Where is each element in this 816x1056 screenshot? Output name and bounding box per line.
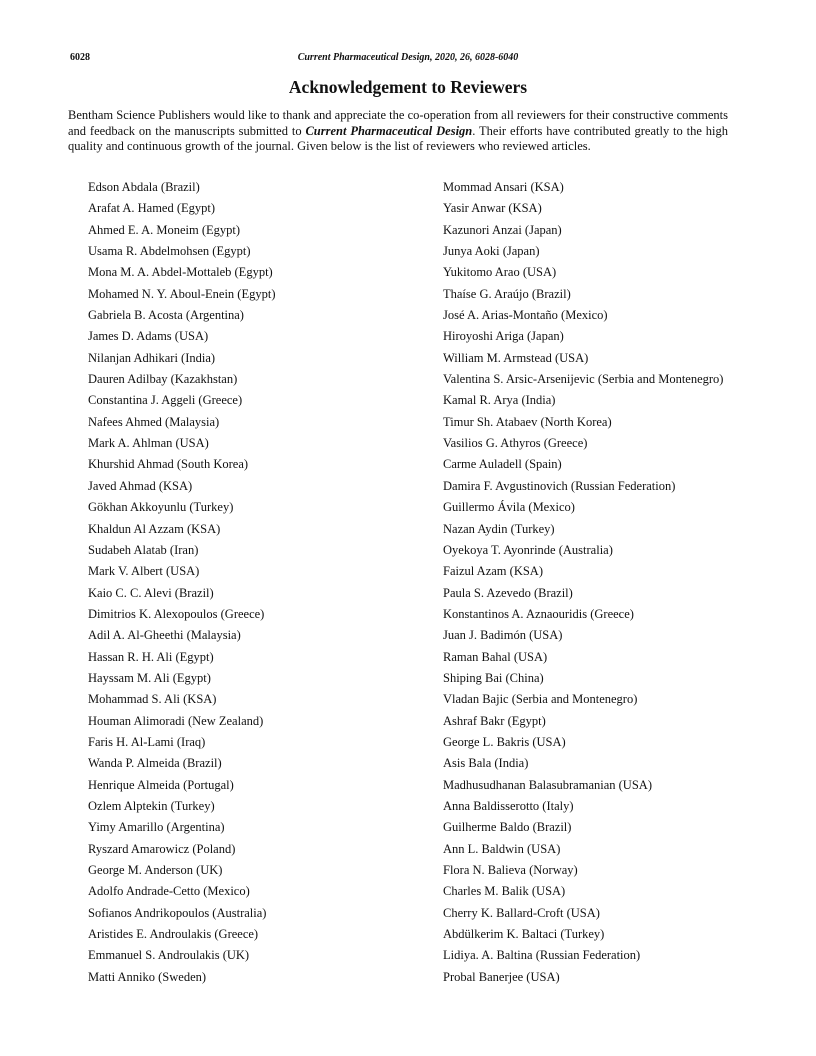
reviewer-entry: Hassan R. H. Ali (Egypt)	[88, 649, 214, 664]
reviewer-entry: Junya Aoki (Japan)	[443, 244, 540, 259]
reviewer-entry: George L. Bakris (USA)	[443, 734, 566, 749]
reviewer-entry: Faris H. Al-Lami (Iraq)	[88, 734, 206, 749]
reviewer-entry: Edson Abdala (Brazil)	[88, 180, 200, 194]
reviewer-entry: Vladan Bajic (Serbia and Montenegro)	[443, 692, 638, 707]
intro-text-1: Bentham Science Publishers would like to thank and appreciate the co-operation from all reviewers for their constructive comments and feedback on the manuscripts submitted to	[68, 108, 728, 138]
reviewer-entry: Timur Sh. Atabaev (North Korea)	[443, 414, 612, 429]
reviewer-entry: Carme Auladell (Spain)	[443, 457, 562, 472]
reviewer-entry: George M. Anderson (UK)	[88, 863, 223, 877]
reviewer-entry: Yasir Anwar (KSA)	[443, 201, 542, 216]
reviewer-entry: Mark A. Ahlman (USA)	[88, 436, 209, 451]
journal-year: 2020,	[434, 52, 458, 63]
reviewer-entry: Wanda P. Almeida (Brazil)	[88, 756, 222, 771]
reviewer-entry: Damira F. Avgustinovich (Russian Federation)	[443, 478, 676, 493]
reviewer-entry: Asis Bala (India)	[443, 756, 529, 771]
reviewer-entry: Juan J. Badimón (USA)	[443, 628, 563, 643]
reviewer-entry: Hayssam M. Ali (Egypt)	[88, 670, 211, 685]
reviewer-entry: Mohammad S. Ali (KSA)	[88, 692, 217, 707]
reviewer-entry: Khaldun Al Azzam (KSA)	[88, 521, 221, 536]
reviewer-list-left	[88, 180, 428, 991]
reviewer-entry: Ozlem Alptekin (Turkey)	[88, 798, 215, 813]
journal-title: Current Pharmaceutical Design,	[297, 52, 433, 63]
reviewer-entry: Houman Alimoradi (New Zealand)	[88, 713, 264, 728]
reviewer-entry: Adolfo Andrade-Cetto (Mexico)	[88, 884, 250, 899]
journal-citation	[70, 52, 746, 63]
reviewer-entry: Faizul Azam (KSA)	[443, 564, 543, 579]
reviewer-entry: Gökhan Akkoyunlu (Turkey)	[88, 500, 234, 515]
reviewer-entry: Yimy Amarillo (Argentina)	[88, 820, 225, 835]
reviewer-entry: Madhusudhanan Balasubramanian (USA)	[443, 777, 652, 792]
reviewer-entry: Ahmed E. A. Moneim (Egypt)	[88, 222, 241, 237]
reviewer-entry: Ashraf Bakr (Egypt)	[443, 713, 546, 728]
reviewer-entry: Kazunori Anzai (Japan)	[443, 222, 562, 237]
reviewer-entry: Abdülkerim K. Baltaci (Turkey)	[443, 927, 605, 942]
reviewer-entry: Charles M. Balik (USA)	[443, 884, 566, 899]
reviewer-entry: Nafees Ahmed (Malaysia)	[88, 414, 220, 429]
reviewer-entry: James D. Adams (USA)	[88, 329, 209, 344]
reviewer-entry: Kaio C. C. Alevi (Brazil)	[88, 585, 214, 600]
journal-pages: 6028-6040	[474, 52, 519, 63]
reviewer-entry: Thaíse G. Araújo (Brazil)	[443, 286, 571, 301]
reviewer-entry: Aristides E. Androulakis (Greece)	[88, 927, 259, 942]
reviewer-entry: Shiping Bai (China)	[443, 670, 544, 685]
reviewer-entry: Javed Ahmad (KSA)	[88, 478, 193, 493]
reviewer-entry: Nazan Aydin (Turkey)	[443, 521, 555, 536]
reviewer-entry: Sofianos Andrikopoulos (Australia)	[88, 905, 267, 920]
reviewer-entry: Hiroyoshi Ariga (Japan)	[443, 329, 564, 344]
reviewer-entry: Mona M. A. Abdel-Mottaleb (Egypt)	[88, 265, 273, 280]
reviewer-entry: Dimitrios K. Alexopoulos (Greece)	[88, 606, 265, 621]
reviewer-entry: Ryszard Amarowicz (Poland)	[88, 841, 236, 856]
reviewer-entry: Constantina J. Aggeli (Greece)	[88, 393, 243, 408]
reviewer-entry: Adil A. Al-Gheethi (Malaysia)	[88, 628, 241, 643]
reviewer-entry: Probal Banerjee (USA)	[443, 969, 560, 984]
page-title: Acknowledgement to Reviewers	[288, 77, 528, 97]
reviewer-entry: José A. Arias-Montaño (Mexico)	[443, 308, 608, 323]
reviewer-list-right	[443, 180, 773, 991]
reviewer-entry: Anna Baldisserotto (Italy)	[443, 798, 574, 813]
reviewer-entry: Ann L. Baldwin (USA)	[443, 841, 561, 856]
reviewer-entry: Guilherme Baldo (Brazil)	[443, 820, 572, 835]
reviewer-entry: Guillermo Ávila (Mexico)	[443, 500, 575, 515]
reviewer-entry: Oyekoya T. Ayonrinde (Australia)	[443, 542, 613, 557]
reviewer-entry: Flora N. Balieva (Norway)	[443, 863, 578, 877]
reviewer-entry: Valentina S. Arsic-Arsenijevic (Serbia and Montenegro)	[443, 372, 724, 387]
reviewer-entry: Lidiya. A. Baltina (Russian Federation)	[443, 948, 641, 963]
reviewer-entry: Usama R. Abdelmohsen (Egypt)	[88, 244, 251, 259]
reviewer-entry: Dauren Adilbay (Kazakhstan)	[88, 372, 238, 387]
reviewer-entry: Vasilios G. Athyros (Greece)	[443, 436, 588, 451]
reviewer-entry: Mommad Ansari (KSA)	[443, 180, 564, 194]
reviewer-entry: Yukitomo Arao (USA)	[443, 265, 557, 280]
intro-journal-name: Current Pharmaceutical Design	[305, 123, 473, 138]
intro-paragraph	[68, 108, 728, 155]
reviewer-entry: Mohamed N. Y. Aboul-Enein (Egypt)	[88, 286, 276, 301]
reviewer-entry: Raman Bahal (USA)	[443, 649, 548, 664]
reviewer-entry: Cherry K. Ballard-Croft (USA)	[443, 905, 600, 920]
reviewer-entry: Khurshid Ahmad (South Korea)	[88, 457, 249, 472]
running-head	[70, 52, 746, 66]
reviewer-entry: Nilanjan Adhikari (India)	[88, 350, 216, 365]
reviewer-entry: Emmanuel S. Androulakis (UK)	[88, 948, 250, 963]
reviewer-entry: Gabriela B. Acosta (Argentina)	[88, 308, 244, 323]
reviewer-entry: Henrique Almeida (Portugal)	[88, 777, 234, 792]
reviewer-entry: Paula S. Azevedo (Brazil)	[443, 585, 573, 600]
reviewer-entry: William M. Armstead (USA)	[443, 350, 589, 365]
reviewer-entry: Sudabeh Alatab (Iran)	[88, 542, 199, 557]
intro-text-2: . Their efforts have contributed greatly to the high quality and continuous growth of the journal. Given below is the list of reviewers who reviewed articles.	[68, 123, 729, 153]
journal-volume: 26,	[459, 52, 473, 63]
reviewer-entry: Arafat A. Hamed (Egypt)	[88, 201, 216, 216]
reviewer-entry: Mark V. Albert (USA)	[88, 564, 200, 579]
reviewer-entry: Matti Anniko (Sweden)	[88, 969, 207, 984]
reviewer-entry: Kamal R. Arya (India)	[443, 393, 556, 408]
reviewer-entry: Konstantinos A. Aznaouridis (Greece)	[443, 606, 634, 621]
page-number: 6028	[70, 52, 90, 63]
